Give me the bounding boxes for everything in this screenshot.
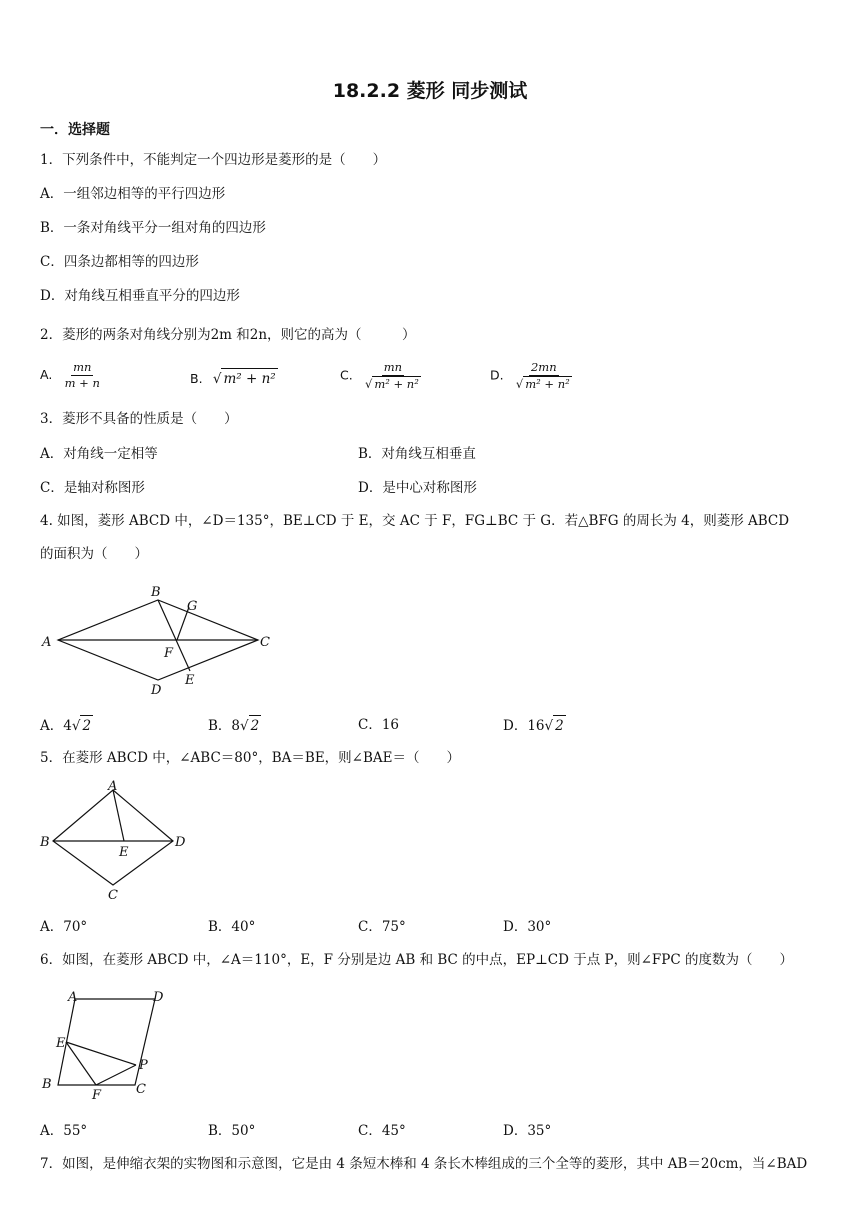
label-b: B bbox=[151, 585, 161, 600]
label-a: A bbox=[42, 635, 52, 650]
segment-ep bbox=[66, 1042, 136, 1065]
label-p: P bbox=[139, 1058, 148, 1073]
label-b: B bbox=[40, 835, 50, 850]
question-4-option-a: A．4√ 2 bbox=[40, 715, 93, 736]
segment-ef bbox=[66, 1042, 96, 1085]
page-title: 18.2.2 菱形 同步测试 bbox=[332, 80, 528, 102]
question-6-stem: 6．如图，在菱形 ABCD 中，∠A＝110°，E，F 分别是边 AB 和 BC 的中点，EP⊥CD 于点 P，则∠FPC 的度数为（ ） bbox=[40, 952, 794, 968]
question-5-stem: 5．在菱形 ABCD 中，∠ABC＝80°，BA＝BE，则∠BAE＝（ ） bbox=[40, 750, 461, 766]
question-2-option-c bbox=[340, 360, 423, 392]
label-c: C bbox=[260, 635, 270, 650]
question-1-option-d: D．对角线互相垂直平分的四边形 bbox=[40, 288, 240, 304]
question-4-option-c: C．16 bbox=[358, 717, 400, 733]
rhombus-abcd bbox=[53, 790, 173, 885]
question-5-option-b: B．40° bbox=[208, 919, 256, 935]
label-c: C bbox=[136, 1082, 146, 1097]
question-4-stem-line1: 4. 如图，菱形 ABCD 中，∠D＝135°，BE⊥CD 于 E，交 AC 于 F，FG⊥BC 于 G．若△BFG 的周长为 4，则菱形 ABCD bbox=[40, 513, 790, 529]
question-4-stem-line2: 的面积为（ ） bbox=[40, 546, 148, 562]
section-heading: 一．选择题 bbox=[40, 122, 110, 138]
question-4-option-d: D．16√ 2 bbox=[503, 715, 566, 736]
label-e: E bbox=[185, 673, 195, 688]
label-g: G bbox=[187, 599, 198, 614]
question-1-option-c: C．四条边都相等的四边形 bbox=[40, 254, 199, 270]
fraction: $\frac{mn}{\text{√ m² + n²}}$ bbox=[365, 360, 419, 391]
question-3-stem: 3．菱形不具备的性质是（ ） bbox=[40, 411, 238, 427]
question-1-option-a: A．一组邻边相等的平行四边形 bbox=[40, 186, 226, 202]
label-f: F bbox=[92, 1088, 102, 1100]
label-a: A bbox=[68, 990, 78, 1005]
fraction: $\frac{mn}{m + n}$ bbox=[64, 360, 100, 390]
segment-fp bbox=[96, 1065, 136, 1085]
label-f: F bbox=[164, 646, 174, 661]
question-3-option-d: D．是中心对称图形 bbox=[358, 480, 477, 496]
question-2-option-d bbox=[490, 360, 574, 392]
label-d: D bbox=[153, 990, 164, 1005]
question-5-option-d: D．30° bbox=[503, 919, 552, 935]
label-e: E bbox=[119, 845, 129, 860]
question-3-option-a: A．对角线一定相等 bbox=[40, 446, 158, 462]
question-7-stem: 7．如图，是伸缩衣架的实物图和示意图，它是由 4 条短木棒和 4 条长木棒组成的三个全等的菱形，其中 AB＝20cm，当∠BAD bbox=[40, 1156, 808, 1172]
fraction: $\frac{2mn}{\text{√ m² + n²}}$ bbox=[515, 360, 570, 391]
question-6-option-c: C．45° bbox=[358, 1123, 406, 1139]
question-3-option-c: C．是轴对称图形 bbox=[40, 480, 145, 496]
option-label: C. bbox=[340, 367, 353, 383]
question-3-option-b: B．对角线互相垂直 bbox=[358, 446, 476, 462]
label-d: D bbox=[175, 835, 186, 850]
question-2-option-a bbox=[40, 360, 102, 391]
sqrt-expression: m² + n² bbox=[221, 368, 277, 389]
option-label: D. bbox=[490, 367, 504, 383]
question-5-option-a: A．70° bbox=[40, 919, 88, 935]
label-b: B bbox=[42, 1077, 52, 1092]
question-6-option-a: A．55° bbox=[40, 1123, 88, 1139]
question-6-figure bbox=[38, 985, 178, 1100]
question-2-stem: 2．菱形的两条对角线分别为2m 和2n，则它的高为（ ） bbox=[40, 327, 416, 343]
option-label: A. bbox=[40, 367, 53, 382]
question-5-option-c: C．75° bbox=[358, 919, 406, 935]
question-4-option-b: B．8√ 2 bbox=[208, 715, 261, 736]
question-6-option-b: B．50° bbox=[208, 1123, 256, 1139]
label-d: D bbox=[151, 683, 162, 698]
question-6-option-d: D．35° bbox=[503, 1123, 552, 1139]
question-4-figure bbox=[38, 580, 278, 700]
label-e: E bbox=[56, 1036, 66, 1051]
question-1-option-b: B．一条对角线平分一组对角的四边形 bbox=[40, 220, 266, 236]
question-2-option-b: B. √ m² + n² bbox=[190, 368, 278, 389]
option-label: B. bbox=[190, 371, 203, 386]
label-a: A bbox=[108, 779, 118, 794]
question-1-stem: 1．下列条件中，不能判定一个四边形是菱形的是（ ） bbox=[40, 152, 387, 168]
question-5-figure bbox=[38, 778, 198, 903]
label-c: C bbox=[108, 888, 118, 903]
